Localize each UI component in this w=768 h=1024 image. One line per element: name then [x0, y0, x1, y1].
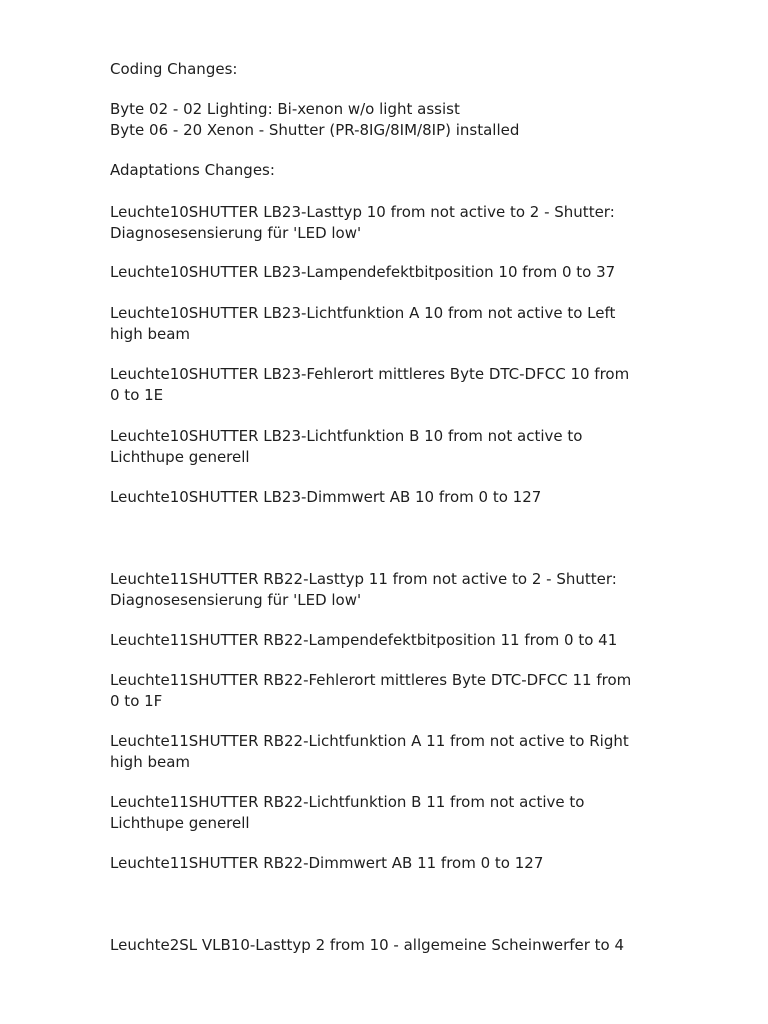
adaptation-line: Leuchte11SHUTTER RB22-Lichtfunktion A 11 from not active to Right	[110, 732, 629, 750]
adaptation-line: high beam	[110, 325, 191, 343]
adaptation-line: Lichthupe generell	[110, 448, 250, 466]
adaptation-line: Diagnosesensierung für 'LED low'	[110, 224, 362, 242]
coding-changes-heading: Coding Changes:	[110, 60, 238, 78]
adaptation-line: Leuchte11SHUTTER RB22-Fehlerort mittleres Byte DTC-DFCC 11 from	[110, 671, 632, 689]
adaptation-line: Leuchte10SHUTTER LB23-Lampendefektbitposition 10 from 0 to 37	[110, 263, 616, 281]
adaptations-changes-heading: Adaptations Changes:	[110, 161, 275, 179]
adaptation-line: Leuchte11SHUTTER RB22-Lampendefektbitposition 11 from 0 to 41	[110, 631, 618, 649]
adaptation-line: Lichthupe generell	[110, 814, 250, 832]
adaptation-line: 0 to 1E	[110, 386, 164, 404]
adaptation-line: Leuchte10SHUTTER LB23-Dimmwert AB 10 from 0 to 127	[110, 488, 542, 506]
adaptation-line: Leuchte10SHUTTER LB23-Lasttyp 10 from not active to 2 - Shutter:	[110, 203, 615, 221]
coding-change-line: Byte 02 - 02 Lighting: Bi-xenon w/o light assist	[110, 100, 460, 118]
adaptation-line: Leuchte11SHUTTER RB22-Lichtfunktion B 11 from not active to	[110, 793, 585, 811]
adaptation-line: Leuchte11SHUTTER RB22-Lasttyp 11 from not active to 2 - Shutter:	[110, 570, 617, 588]
coding-change-line: Byte 06 - 20 Xenon - Shutter (PR-8IG/8IM/8IP) installed	[110, 121, 520, 139]
adaptation-line: 0 to 1F	[110, 692, 163, 710]
adaptation-line: Leuchte10SHUTTER LB23-Lichtfunktion B 10 from not active to	[110, 427, 583, 445]
adaptation-line: Leuchte11SHUTTER RB22-Dimmwert AB 11 from 0 to 127	[110, 854, 544, 872]
adaptation-line: high beam	[110, 753, 191, 771]
adaptation-line: Leuchte10SHUTTER LB23-Lichtfunktion A 10 from not active to Left	[110, 304, 616, 322]
adaptation-line: Leuchte2SL VLB10-Lasttyp 2 from 10 - allgemeine Scheinwerfer to 4	[110, 936, 625, 954]
adaptation-line: Diagnosesensierung für 'LED low'	[110, 591, 362, 609]
adaptation-line: Leuchte10SHUTTER LB23-Fehlerort mittleres Byte DTC-DFCC 10 from	[110, 365, 630, 383]
